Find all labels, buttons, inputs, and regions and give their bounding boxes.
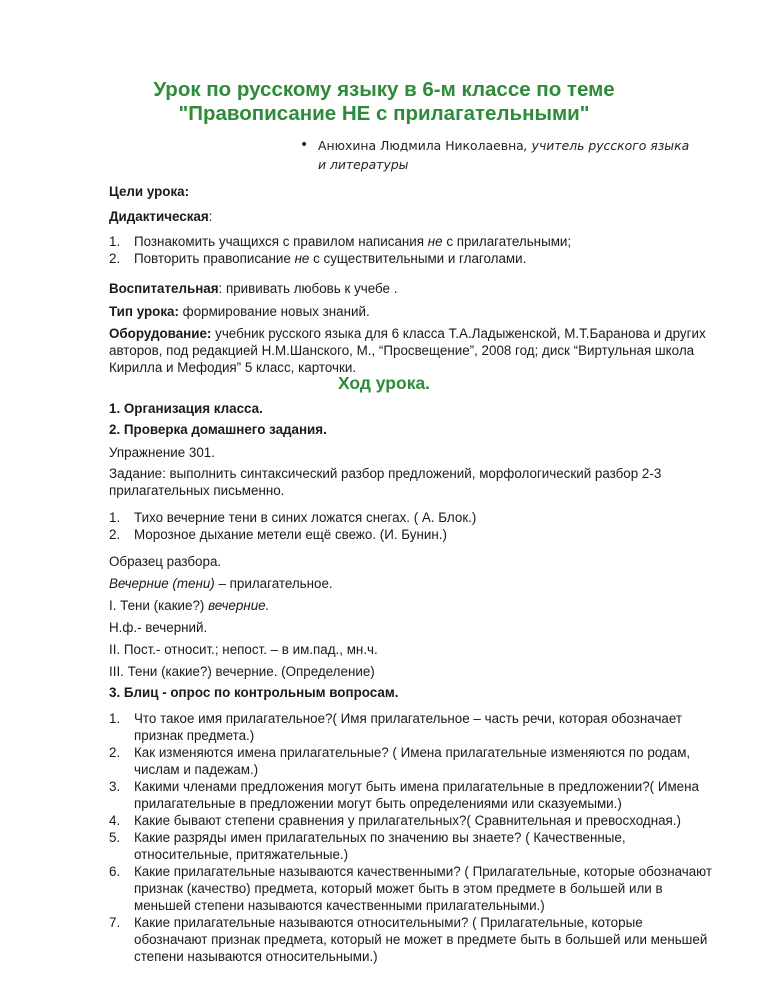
list-item: 3. Какими членами предложения могут быть имена прилагательные в предложении?( Имена прилагательные в предложении могут быть определениями или сказуемыми.) (109, 779, 699, 811)
goals-heading: Цели урока: (109, 184, 190, 199)
author-text (318, 136, 700, 174)
step-3-heading: 3. Блиц - опрос по контрольным вопросам. (109, 685, 399, 700)
exercise-text: Упражнение 301. (109, 445, 215, 460)
list-item: 7. Какие прилагательные называются относительными? ( Прилагательные, которые обозначают признак предмета, который не может в предмете быть в большей или меньшей степени называются относительными.) (109, 915, 708, 964)
list-item: 6. Какие прилагательные называются качественными? ( Прилагательные, которые обозначают признак (качество) предмета, который может быть в этом предмете в большей или в меньшей степени называются качественными прилагательными.) (109, 864, 713, 913)
bullet-icon: • (300, 137, 309, 153)
title-line-2: "Правописание НЕ с прилагательными" (178, 102, 590, 125)
questions-list (109, 710, 719, 965)
list-item: 2. Как изменяются имена прилагательные? ( Имена прилагательные изменяются по родам, числам и падежам.) (109, 745, 691, 777)
didactic-list (109, 233, 719, 267)
page-title (110, 78, 658, 126)
list-item: 5. Какие разряды имен прилагательных по значению вы знаете? ( Качественные, относительные, притяжательные.) (109, 830, 626, 862)
list-item: 4. Какие бывают степени сравнения у прилагательных?( Сравнительная и превосходная.) (109, 813, 681, 828)
list-item: 2. Морозное дыхание метели ещё свежо. (И. Бунин.) (109, 527, 447, 542)
list-item: 1. Что такое имя прилагательное?( Имя прилагательное – часть речи, которая обозначает признак предмета.) (109, 711, 683, 743)
lesson-type: Тип урока: формирование новых знаний. (109, 304, 370, 319)
analysis-line-3: II. Пост.- относит.; непост. – в им.пад., мн.ч. (109, 642, 378, 657)
list-item: 1. Тихо вечерние тени в синих ложатся снегах. ( А. Блок.) (109, 510, 477, 525)
title-line-1: Урок по русскому языку в 6-м классе по теме (153, 78, 615, 101)
educational-goal: Воспитательная: прививать любовь к учебе . (109, 281, 398, 296)
task-text: Задание: выполнить синтаксический разбор предложений, морфологический разбор 2-3 прилагательных письменно. (109, 466, 662, 498)
sample-line: Вечерние (тени) – прилагательное. (109, 576, 333, 591)
author-name: Анюхина Людмила Николаевна (318, 138, 524, 153)
analysis-line-4: III. Тени (какие?) вечерние. (Определение) (109, 664, 375, 679)
sentences-list (109, 509, 719, 543)
author-block (300, 136, 700, 174)
analysis-line-2: Н.ф.- вечерний. (109, 620, 208, 635)
author-role: , учитель русского языка и литературы (318, 138, 690, 172)
sample-heading: Образец разбора. (109, 554, 222, 569)
list-item: 2. Повторить правописание не с существительными и глаголами. (109, 251, 527, 266)
list-item: 1. Познакомить учащихся с правилом написания не с прилагательными; (109, 234, 572, 249)
didactic-heading: Дидактическая: (109, 209, 213, 224)
lesson-heading: Ход урока. (337, 373, 431, 393)
step-2-heading: 2. Проверка домашнего задания. (109, 422, 327, 437)
analysis-line-1: I. Тени (какие?) вечерние. (109, 598, 270, 613)
step-1-heading: 1. Организация класса. (109, 401, 263, 416)
equipment: Оборудование: учебник русского языка для 6 класса Т.А.Ладыженской, М.Т.Баранова и других авторов, под редакцией Н.М.Шанского, М., “Просвещение”, 2008 год; диск “Виртульная школа Кирилла и Мефодия” 5 класс, карточки. (109, 326, 706, 375)
